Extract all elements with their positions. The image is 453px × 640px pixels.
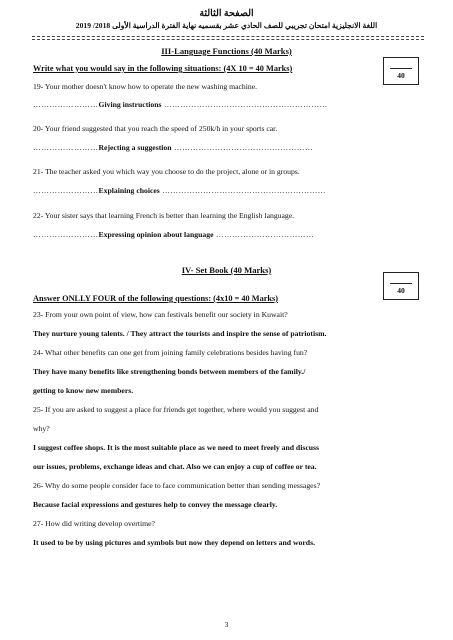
answer-text: Rejecting a suggestion <box>98 143 172 152</box>
mark-box-section4 <box>383 272 419 300</box>
section-instruction-language-functions: Write what you would say in the following situations: (4X 10 = 40 Marks) <box>33 64 293 73</box>
mark-box-divider <box>390 283 412 284</box>
header-divider <box>32 36 424 37</box>
mark-box-value: 40 <box>397 71 405 80</box>
set-book-line-5: getting to know new members. <box>33 386 134 395</box>
set-book-line-7: why? <box>33 424 50 433</box>
exam-subtitle-arabic: اللغة الانجليزية امتحان تجريبي للصف الحادي عشر بقسميه نهاية الفترة الدراسية الأولى 2018/ 2019 <box>75 21 378 30</box>
answer-dots-post: ……………………………… <box>213 230 315 239</box>
section-instruction-set-book: Answer ONLLY FOUR of the following questions: (4x10 = 40 Marks) <box>33 294 279 303</box>
answer-dots-post: …………………………………………………… <box>159 186 326 195</box>
set-book-line-9: our issues, problems, exchange ideas and chat. Also we can enjoy a cup of coffee or tea. <box>33 462 317 471</box>
section-title-language-functions: III-Language Functions (40 Marks) <box>161 46 292 56</box>
answer-dots-pre: …………………… <box>33 143 99 152</box>
header-divider-second <box>32 39 424 40</box>
mark-box-divider <box>390 68 412 69</box>
answer-dots-pre: …………………… <box>33 230 99 239</box>
mark-box-section3 <box>383 57 419 85</box>
set-book-line-2: They nurture young talents. / They attract the tourists and inspire the sense of patriotism. <box>33 329 327 338</box>
set-book-line-13: It used to be by using pictures and symbols but now they depend on letters and words. <box>33 538 315 547</box>
set-book-line-1: 23- From your own point of view, how can festivals benefit our society in Kuwait? <box>33 310 288 319</box>
answer-dots-post: …………………………………………… <box>171 143 314 152</box>
question-21: 21- The teacher asked you which way you choose to do the project, alone or in groups. <box>33 167 300 176</box>
answer-dots-post: …………………………………………………… <box>161 100 328 109</box>
answer-20 <box>33 143 313 152</box>
set-book-line-3: 24- What other benefits can one get from joining family celebrations besides having fun? <box>33 348 308 357</box>
set-book-line-6: 25- If you are asked to suggest a place for friends get together, where would you suggest and <box>33 405 319 414</box>
mark-box-value: 40 <box>397 286 405 295</box>
page-title-arabic: الصفحة الثالثة <box>199 9 254 19</box>
set-book-line-10: 26- Why do some people consider face to face communication better than sending messages? <box>33 481 320 490</box>
answer-dots-pre: …………………… <box>33 100 99 109</box>
answer-text: Explaining choices <box>98 186 160 195</box>
question-22: 22- Your sister says that learning French is better than learning the English language. <box>33 211 295 220</box>
page-number: 3 <box>224 620 229 629</box>
answer-22 <box>33 230 314 239</box>
answer-19 <box>33 100 328 109</box>
answer-text: Giving instructions <box>98 100 162 109</box>
question-19: 19- Your mother doesn't know how to operate the new washing machine. <box>33 82 258 91</box>
question-20: 20- Your friend suggested that you reach the speed of 250k/h in your sports car. <box>33 124 278 133</box>
set-book-line-11: Because facial expressions and gestures help to convey the message clearly. <box>33 500 278 509</box>
answer-text: Expressing opinion about language <box>98 230 214 239</box>
answer-21 <box>33 186 326 195</box>
section-title-set-book: IV- Set Book (40 Marks) <box>181 265 272 275</box>
set-book-line-8: I suggest coffee shops. It is the most suitable place as we need to meet freely and discuss <box>33 443 319 452</box>
answer-dots-pre: …………………… <box>33 186 99 195</box>
set-book-line-4: They have many benefits like strengthening bonds between members of the family./ <box>33 367 306 376</box>
set-book-line-12: 27- How did writing develop overtime? <box>33 519 155 528</box>
